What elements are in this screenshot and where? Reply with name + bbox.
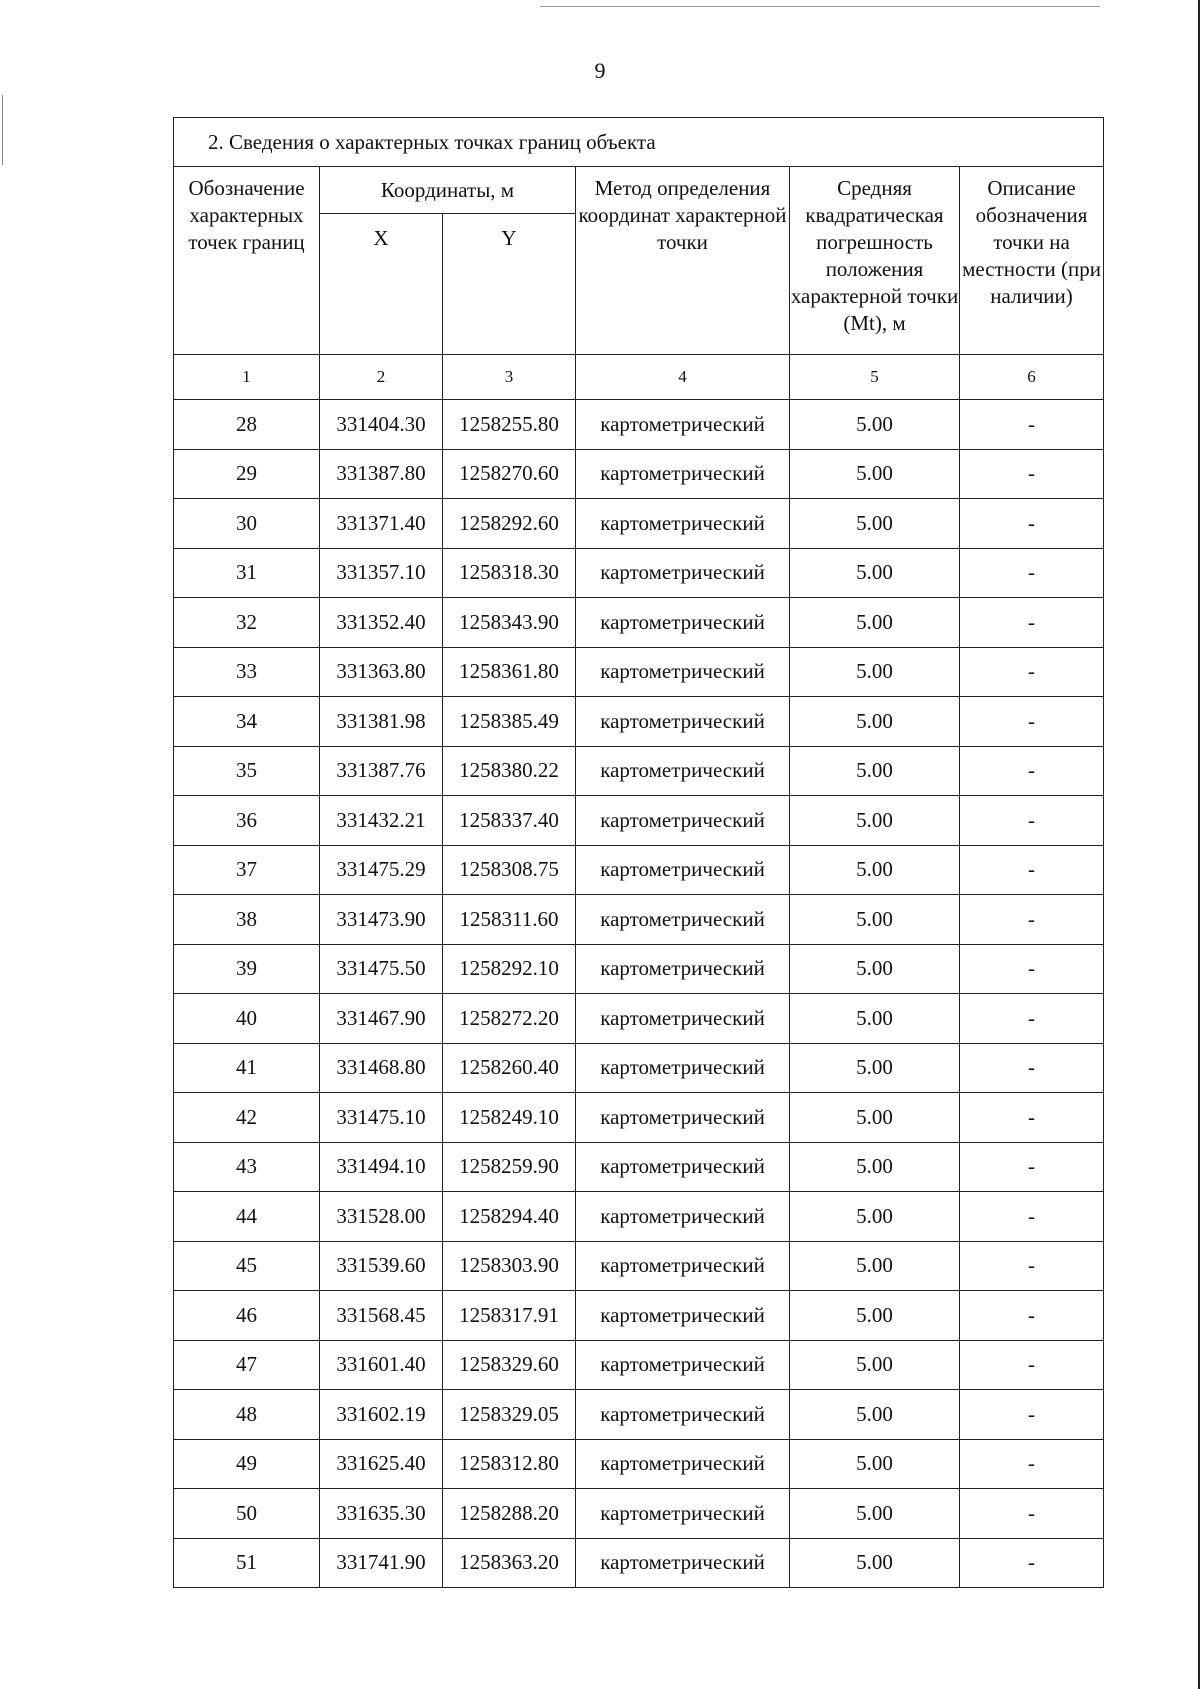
cell-point: 49: [174, 1439, 320, 1489]
cell-description: -: [960, 1241, 1104, 1291]
cell-x: 331568.45: [320, 1291, 443, 1341]
cell-description: -: [960, 598, 1104, 648]
cell-x: 331357.10: [320, 548, 443, 598]
table-row: [174, 499, 1104, 549]
cell-method: картометрический: [576, 944, 790, 994]
cell-method: картометрический: [576, 1192, 790, 1242]
header-y: Y: [443, 214, 576, 355]
table-row: [174, 647, 1104, 697]
cell-point: 48: [174, 1390, 320, 1440]
cell-description: -: [960, 1093, 1104, 1143]
cell-point: 28: [174, 400, 320, 450]
caption-row: [174, 118, 1104, 167]
cell-description: -: [960, 944, 1104, 994]
cell-mt: 5.00: [790, 746, 960, 796]
cell-mt: 5.00: [790, 499, 960, 549]
cell-description: -: [960, 1043, 1104, 1093]
cell-description: -: [960, 697, 1104, 747]
cell-method: картометрический: [576, 1489, 790, 1539]
cell-y: 1258292.60: [443, 499, 576, 549]
cell-point: 35: [174, 746, 320, 796]
cell-description: -: [960, 499, 1104, 549]
cell-mt: 5.00: [790, 697, 960, 747]
table-row: [174, 1241, 1104, 1291]
page-number: 9: [594, 58, 606, 83]
cell-description: -: [960, 1439, 1104, 1489]
cell-point: 37: [174, 845, 320, 895]
column-number: 4: [576, 355, 790, 400]
cell-point: 47: [174, 1340, 320, 1390]
table-row: [174, 400, 1104, 450]
cell-method: картометрический: [576, 994, 790, 1044]
cell-method: картометрический: [576, 1291, 790, 1341]
cell-y: 1258303.90: [443, 1241, 576, 1291]
header-method: Метод определения координат характерной точки: [576, 167, 790, 355]
cell-description: -: [960, 1340, 1104, 1390]
cell-y: 1258363.20: [443, 1538, 576, 1588]
table-row: [174, 746, 1104, 796]
header-designation: Обозначение характерных точек границ: [174, 167, 320, 355]
cell-method: картометрический: [576, 449, 790, 499]
table-row: [174, 1192, 1104, 1242]
cell-x: 331475.50: [320, 944, 443, 994]
cell-y: 1258294.40: [443, 1192, 576, 1242]
column-number: 2: [320, 355, 443, 400]
cell-method: картометрический: [576, 1390, 790, 1440]
cell-x: 331467.90: [320, 994, 443, 1044]
cell-y: 1258311.60: [443, 895, 576, 945]
cell-mt: 5.00: [790, 1142, 960, 1192]
cell-description: -: [960, 548, 1104, 598]
table-row: [174, 1390, 1104, 1440]
cell-y: 1258288.20: [443, 1489, 576, 1539]
cell-y: 1258318.30: [443, 548, 576, 598]
table-row: [174, 1340, 1104, 1390]
cell-y: 1258292.10: [443, 944, 576, 994]
table-row: [174, 1043, 1104, 1093]
cell-description: -: [960, 400, 1104, 450]
cell-description: -: [960, 796, 1104, 846]
cell-mt: 5.00: [790, 400, 960, 450]
cell-method: картометрический: [576, 1241, 790, 1291]
table-caption: 2. Сведения о характерных точках границ объекта: [174, 118, 1104, 167]
cell-x: 331387.80: [320, 449, 443, 499]
table-row: [174, 1439, 1104, 1489]
cell-mt: 5.00: [790, 548, 960, 598]
cell-x: 331539.60: [320, 1241, 443, 1291]
cell-method: картометрический: [576, 647, 790, 697]
cell-point: 29: [174, 449, 320, 499]
scan-artifact-top-line: [540, 6, 1100, 7]
cell-point: 50: [174, 1489, 320, 1539]
column-number: 6: [960, 355, 1104, 400]
cell-x: 331473.90: [320, 895, 443, 945]
header-description: Описание обозначения точки на местности (при наличии): [960, 167, 1104, 355]
cell-description: -: [960, 994, 1104, 1044]
cell-mt: 5.00: [790, 796, 960, 846]
cell-method: картометрический: [576, 697, 790, 747]
cell-point: 33: [174, 647, 320, 697]
table-row: [174, 1489, 1104, 1539]
cell-mt: 5.00: [790, 1043, 960, 1093]
cell-method: картометрический: [576, 598, 790, 648]
cell-y: 1258361.80: [443, 647, 576, 697]
scan-artifact-left-mark: [2, 95, 3, 165]
cell-point: 30: [174, 499, 320, 549]
boundary-points-table: [173, 117, 1104, 1588]
cell-point: 32: [174, 598, 320, 648]
cell-method: картометрический: [576, 1439, 790, 1489]
cell-method: картометрический: [576, 746, 790, 796]
table-row: [174, 697, 1104, 747]
cell-description: -: [960, 647, 1104, 697]
cell-x: 331371.40: [320, 499, 443, 549]
table-row: [174, 1538, 1104, 1588]
table-row: [174, 845, 1104, 895]
cell-point: 43: [174, 1142, 320, 1192]
column-number: 1: [174, 355, 320, 400]
cell-description: -: [960, 1291, 1104, 1341]
table-row: [174, 598, 1104, 648]
cell-y: 1258380.22: [443, 746, 576, 796]
cell-y: 1258343.90: [443, 598, 576, 648]
column-number-row: [174, 355, 1104, 400]
table-row: [174, 1093, 1104, 1143]
cell-x: 331528.00: [320, 1192, 443, 1242]
cell-y: 1258317.91: [443, 1291, 576, 1341]
cell-method: картометрический: [576, 1538, 790, 1588]
cell-point: 41: [174, 1043, 320, 1093]
cell-description: -: [960, 1489, 1104, 1539]
cell-mt: 5.00: [790, 1291, 960, 1341]
cell-point: 51: [174, 1538, 320, 1588]
cell-y: 1258337.40: [443, 796, 576, 846]
cell-method: картометрический: [576, 895, 790, 945]
cell-description: -: [960, 895, 1104, 945]
cell-method: картометрический: [576, 796, 790, 846]
cell-y: 1258312.80: [443, 1439, 576, 1489]
cell-point: 36: [174, 796, 320, 846]
cell-mt: 5.00: [790, 845, 960, 895]
cell-x: 331404.30: [320, 400, 443, 450]
cell-y: 1258329.05: [443, 1390, 576, 1440]
cell-description: -: [960, 1390, 1104, 1440]
cell-y: 1258270.60: [443, 449, 576, 499]
cell-description: -: [960, 1192, 1104, 1242]
cell-mt: 5.00: [790, 1241, 960, 1291]
table-row: [174, 449, 1104, 499]
cell-x: 331494.10: [320, 1142, 443, 1192]
cell-y: 1258272.20: [443, 994, 576, 1044]
cell-description: -: [960, 845, 1104, 895]
table-row: [174, 1291, 1104, 1341]
cell-x: 331635.30: [320, 1489, 443, 1539]
cell-description: -: [960, 1142, 1104, 1192]
table-row: [174, 994, 1104, 1044]
cell-description: -: [960, 449, 1104, 499]
cell-method: картометрический: [576, 1043, 790, 1093]
table-row: [174, 895, 1104, 945]
cell-point: 38: [174, 895, 320, 945]
cell-mt: 5.00: [790, 1439, 960, 1489]
cell-x: 331387.76: [320, 746, 443, 796]
cell-description: -: [960, 1538, 1104, 1588]
cell-method: картометрический: [576, 1142, 790, 1192]
cell-description: -: [960, 746, 1104, 796]
cell-method: картометрический: [576, 1340, 790, 1390]
cell-mt: 5.00: [790, 1340, 960, 1390]
cell-x: 331602.19: [320, 1390, 443, 1440]
cell-x: 331381.98: [320, 697, 443, 747]
cell-point: 39: [174, 944, 320, 994]
cell-mt: 5.00: [790, 895, 960, 945]
cell-y: 1258259.90: [443, 1142, 576, 1192]
cell-x: 331432.21: [320, 796, 443, 846]
cell-method: картометрический: [576, 400, 790, 450]
cell-y: 1258249.10: [443, 1093, 576, 1143]
header-row-1: [174, 167, 1104, 214]
cell-x: 331741.90: [320, 1538, 443, 1588]
table-row: [174, 1142, 1104, 1192]
cell-point: 31: [174, 548, 320, 598]
cell-x: 331475.10: [320, 1093, 443, 1143]
table-body: [174, 118, 1104, 1588]
cell-mt: 5.00: [790, 1390, 960, 1440]
table-row: [174, 796, 1104, 846]
cell-method: картометрический: [576, 1093, 790, 1143]
cell-x: 331468.80: [320, 1043, 443, 1093]
cell-mt: 5.00: [790, 1538, 960, 1588]
cell-point: 45: [174, 1241, 320, 1291]
cell-point: 40: [174, 994, 320, 1044]
cell-x: 331625.40: [320, 1439, 443, 1489]
cell-method: картометрический: [576, 499, 790, 549]
table-row: [174, 944, 1104, 994]
cell-x: 331601.40: [320, 1340, 443, 1390]
cell-mt: 5.00: [790, 944, 960, 994]
cell-mt: 5.00: [790, 647, 960, 697]
cell-mt: 5.00: [790, 449, 960, 499]
cell-mt: 5.00: [790, 1093, 960, 1143]
cell-y: 1258329.60: [443, 1340, 576, 1390]
cell-mt: 5.00: [790, 598, 960, 648]
cell-mt: 5.00: [790, 1192, 960, 1242]
cell-point: 44: [174, 1192, 320, 1242]
column-number: 5: [790, 355, 960, 400]
cell-x: 331352.40: [320, 598, 443, 648]
cell-point: 46: [174, 1291, 320, 1341]
cell-point: 42: [174, 1093, 320, 1143]
column-number: 3: [443, 355, 576, 400]
cell-y: 1258308.75: [443, 845, 576, 895]
cell-mt: 5.00: [790, 994, 960, 1044]
cell-y: 1258255.80: [443, 400, 576, 450]
cell-x: 331475.29: [320, 845, 443, 895]
cell-method: картометрический: [576, 845, 790, 895]
cell-point: 34: [174, 697, 320, 747]
cell-y: 1258385.49: [443, 697, 576, 747]
cell-y: 1258260.40: [443, 1043, 576, 1093]
cell-x: 331363.80: [320, 647, 443, 697]
header-coordinates: Координаты, м: [320, 167, 576, 214]
cell-method: картометрический: [576, 548, 790, 598]
table-row: [174, 548, 1104, 598]
cell-mt: 5.00: [790, 1489, 960, 1539]
header-x: X: [320, 214, 443, 355]
header-error: Средняя квадратическая погрешность положения характерной точки (Mt), м: [790, 167, 960, 355]
